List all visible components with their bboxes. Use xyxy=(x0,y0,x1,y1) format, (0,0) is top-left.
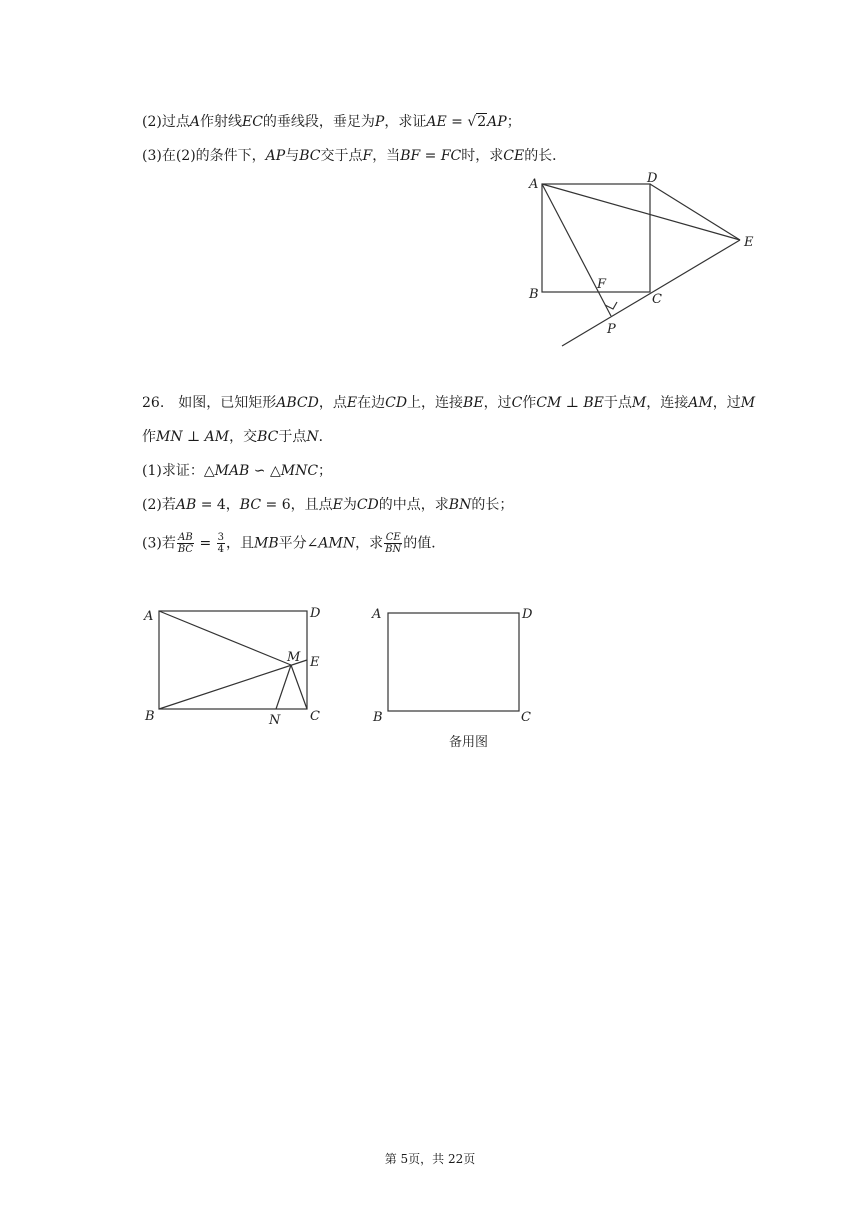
segment-mc xyxy=(291,665,307,709)
label-b: B xyxy=(529,287,539,302)
label-n: N xyxy=(269,713,281,728)
segment-ae xyxy=(542,184,740,240)
label-c: C xyxy=(652,292,662,307)
figure-caption: 备用图 xyxy=(449,735,489,750)
q26-figure-spare xyxy=(365,600,545,760)
q26-part2: (2)若AB = 4，BC = 6，且点E为CD的中点，求BN的长； xyxy=(142,497,514,513)
segment-mn xyxy=(276,665,291,709)
page-footer: 第 5页，共 22页 xyxy=(384,1152,476,1166)
q25-part3: (3)在(2)的条件下，AP与BC交于点F，当BF = FC时，求CE的长． xyxy=(142,148,567,164)
label-m: M xyxy=(287,650,301,665)
q26-part3: (3)若 $\frac{AB}{BC}$ = $\frac{3}{4}$ ，且MB平分∠AMN，求 $\frac{CE}{BN}$ 的值． xyxy=(142,532,446,555)
label-b: B xyxy=(145,709,155,724)
label-f: F xyxy=(597,277,607,292)
fraction-ce-bn: $\frac{CE}{BN}$ xyxy=(385,532,402,555)
fraction-ab-bc: $\frac{AB}{BC}$ xyxy=(177,532,194,555)
q26-stem-line1: 26. 如图，已知矩形ABCD，点E在边CD上，连接BE，过C作CM ⊥ BE于点M，连接AM，过M xyxy=(142,395,756,411)
square-abcd xyxy=(542,184,650,292)
q26-figure-main xyxy=(140,600,340,730)
label-d: D xyxy=(647,171,658,186)
rectangle-abcd xyxy=(159,611,307,709)
label-c: C xyxy=(310,709,320,724)
label-b: B xyxy=(373,710,383,725)
label-d: D xyxy=(310,606,321,621)
segment-de xyxy=(650,184,740,240)
label-c: C xyxy=(521,710,531,725)
label-a: A xyxy=(529,177,539,192)
q26-part1: (1)求证：△MAB ∽ △MNC； xyxy=(142,463,333,479)
label-p: P xyxy=(607,322,616,337)
ray-ec xyxy=(562,240,740,346)
label-e: E xyxy=(744,235,754,250)
q25-figure xyxy=(520,168,770,353)
label-a: A xyxy=(144,609,154,624)
label-a: A xyxy=(372,607,382,622)
segment-ap xyxy=(542,184,611,316)
label-d: D xyxy=(522,607,533,622)
label-e: E xyxy=(310,655,320,670)
q26-stem-line2: 作MN ⊥ AM，交BC于点N． xyxy=(142,429,333,445)
fraction-3-4: $\frac{3}{4}$ xyxy=(217,532,225,555)
segment-am xyxy=(159,611,291,665)
q25-part2: (2)过点A作射线EC的垂线段，垂足为P，求证AE = √2AP； xyxy=(142,114,521,130)
rectangle-abcd-spare xyxy=(388,613,519,711)
